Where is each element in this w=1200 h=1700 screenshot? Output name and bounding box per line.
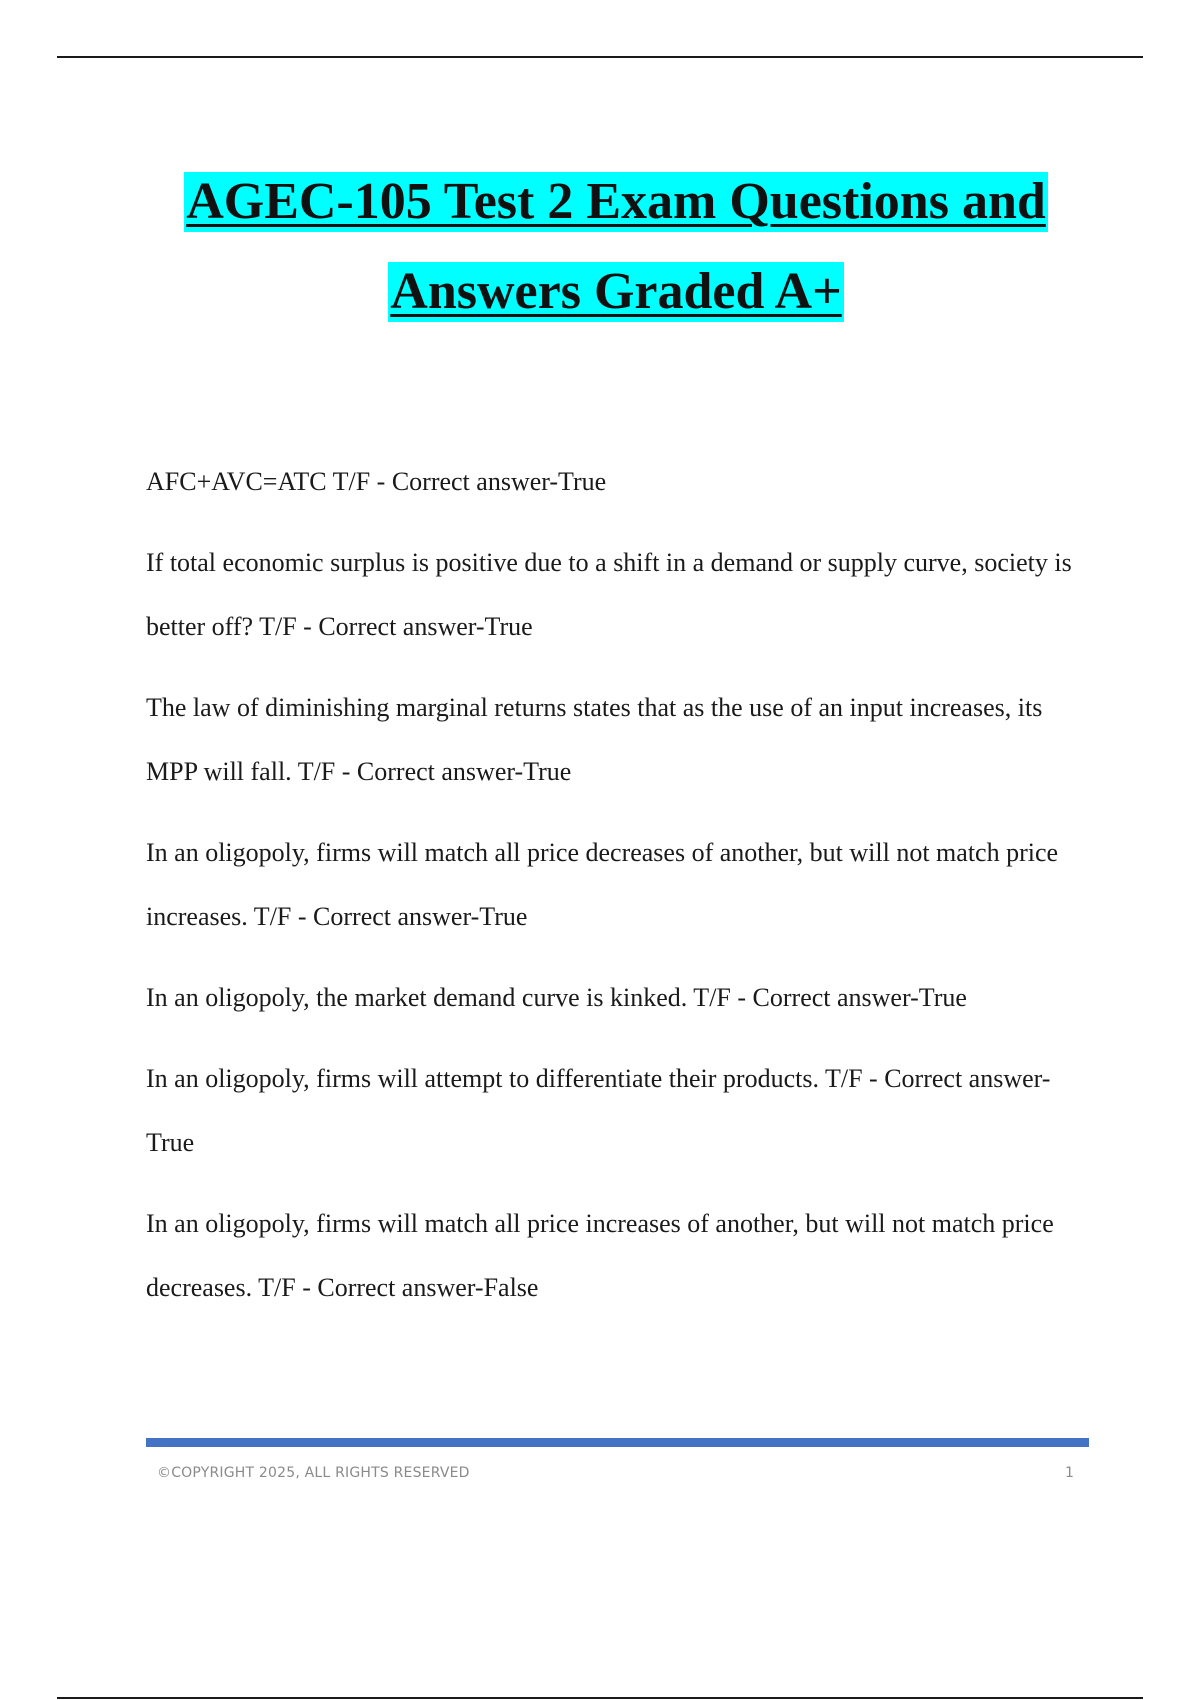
qa-item-5: In an oligopoly, the market demand curve is kinked. T/F - Correct answer-True [146,983,967,1012]
document-title [0,172,1200,322]
question-answer-list [146,450,1091,1337]
footer-copyright: ©COPYRIGHT 2025, ALL RIGHTS RESERVED [157,1465,470,1481]
qa-item-1: AFC+AVC=ATC T/F - Correct answer-True [146,467,607,496]
qa-item-4: In an oligopoly, firms will match all price decreases of another, but will not match price increases. T/F - Correct answer-True [146,838,1059,931]
qa-item-3: The law of diminishing marginal returns states that as the use of an input increases, its MPP will fall. T/F - Correct answer-True [146,693,1043,786]
page-number: 1 [1065,1465,1074,1481]
qa-item-6: In an oligopoly, firms will attempt to differentiate their products. T/F - Correct answer-True [146,1064,1051,1157]
top-rule [57,56,1143,58]
title-line-1: AGEC-105 Test 2 Exam Questions and [186,173,1046,230]
qa-item-2: If total economic surplus is positive due to a shift in a demand or supply curve, society is better off? T/F - Correct answer-True [146,548,1072,641]
footer-bar [146,1438,1089,1447]
bottom-rule [57,1697,1143,1699]
qa-item-7: In an oligopoly, firms will match all price increases of another, but will not match price decreases. T/F - Correct answer-False [146,1209,1054,1302]
title-line-2: Answers Graded A+ [390,263,842,320]
